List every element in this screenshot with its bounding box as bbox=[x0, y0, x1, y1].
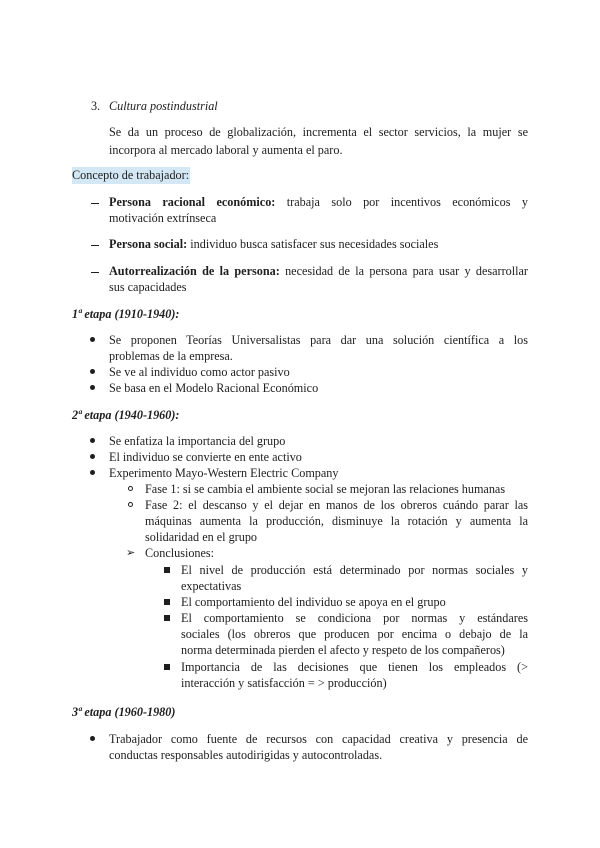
conclusion-4-line-2: interacción y satisfacción = > producción) bbox=[181, 676, 387, 690]
phase-2-line-3: solidaridad en el grupo bbox=[145, 530, 258, 544]
square-bullet bbox=[164, 599, 170, 605]
concept-item-3-line-2: sus capacidades bbox=[109, 280, 187, 294]
intro-line-1: Se da un proceso de globalización, incrementa el sector servicios, la mujer se bbox=[109, 125, 528, 139]
concept-term: Persona social: bbox=[109, 237, 188, 251]
concept-item-3-line-1 bbox=[109, 263, 528, 279]
conclusion-2: El comportamiento del individuo se apoya en el grupo bbox=[181, 595, 446, 609]
dash-bullet bbox=[91, 203, 99, 204]
conclusion-1-line-1: El nivel de producción está determinado por normas sociales y bbox=[181, 563, 528, 577]
square-bullet bbox=[164, 615, 170, 621]
concept-item-1-line-1 bbox=[109, 194, 528, 210]
conclusion-1-line-2: expectativas bbox=[181, 579, 242, 593]
stage2-item-3: Experimento Mayo-Western Electric Company bbox=[109, 466, 339, 480]
dash-bullet bbox=[91, 272, 99, 273]
conclusion-3-line-1: El comportamiento se condiciona por normas y estándares bbox=[181, 611, 528, 625]
concept-item-1-line-2: motivación extrínseca bbox=[109, 211, 217, 225]
conclusion-4-line-1: Importancia de las decisiones que tienen los empleados (> bbox=[181, 660, 528, 674]
stage2-item-1: Se enfatiza la importancia del grupo bbox=[109, 434, 286, 448]
disc-bullet bbox=[90, 454, 95, 459]
stage1-item-1-line-2: problemas de la empresa. bbox=[109, 349, 233, 363]
square-bullet bbox=[164, 664, 170, 670]
concept-text: necesidad de la persona para usar y desarrollar bbox=[279, 264, 528, 278]
arrow-bullet-icon: ➢ bbox=[126, 546, 136, 559]
intro-line-2: incorpora al mercado laboral y aumenta el paro. bbox=[109, 143, 343, 157]
section-title: Cultura postindustrial bbox=[109, 99, 218, 113]
disc-bullet bbox=[90, 470, 95, 475]
disc-bullet bbox=[90, 369, 95, 374]
disc-bullet bbox=[90, 438, 95, 443]
concept-text: individuo busca satisfacer sus necesidades sociales bbox=[187, 237, 439, 251]
stage1-item-1-line-1: Se proponen Teorías Universalistas para dar una solución científica a los bbox=[109, 333, 528, 347]
conclusions-label: Conclusiones: bbox=[145, 546, 215, 560]
concept-heading-text: Concepto de trabajador: bbox=[72, 168, 190, 182]
list-number: 3. bbox=[91, 99, 101, 113]
circle-bullet bbox=[128, 486, 133, 491]
concept-item-2 bbox=[109, 236, 438, 252]
disc-bullet bbox=[90, 736, 95, 741]
disc-bullet bbox=[90, 385, 95, 390]
square-bullet bbox=[164, 567, 170, 573]
conclusion-3-line-3: norma determinada pierden el afecto y respeto de los compañeros) bbox=[181, 643, 505, 657]
stage3-item-1-line-2: conductas responsables autodirigidas y autocontroladas. bbox=[109, 748, 383, 762]
stage1-item-3: Se basa en el Modelo Racional Económico bbox=[109, 381, 319, 395]
concept-term: Persona racional económico: bbox=[109, 195, 276, 209]
circle-bullet bbox=[128, 502, 133, 507]
stage3-item-1-line-1: Trabajador como fuente de recursos con capacidad creativa y presencia de bbox=[109, 732, 528, 746]
dash-bullet bbox=[91, 245, 99, 246]
concept-term: Autorrealización de la persona: bbox=[109, 264, 280, 278]
concept-text: trabaja solo por incentivos económicos y bbox=[275, 195, 528, 209]
conclusion-3-line-2: sociales (los obreros que producen por encima o debajo de la bbox=[181, 627, 528, 641]
phase-2-line-1: Fase 2: el descanso y el dejar en manos de los obreros cuándo parar las bbox=[145, 498, 528, 512]
stage1-heading: 1ª etapa (1910-1940): bbox=[72, 307, 180, 321]
stage2-item-2: El individuo se convierte en ente activo bbox=[109, 450, 302, 464]
disc-bullet bbox=[90, 337, 95, 342]
stage3-heading: 3ª etapa (1960-1980) bbox=[72, 705, 176, 719]
concept-heading bbox=[72, 167, 190, 183]
stage1-item-2: Se ve al individuo como actor pasivo bbox=[109, 365, 290, 379]
phase-1: Fase 1: si se cambia el ambiente social se mejoran las relaciones humanas bbox=[145, 482, 506, 496]
phase-2-line-2: máquinas aumenta la producción, disminuye la rotación y aumenta la bbox=[145, 514, 528, 528]
stage2-heading: 2ª etapa (1940-1960): bbox=[72, 408, 180, 422]
